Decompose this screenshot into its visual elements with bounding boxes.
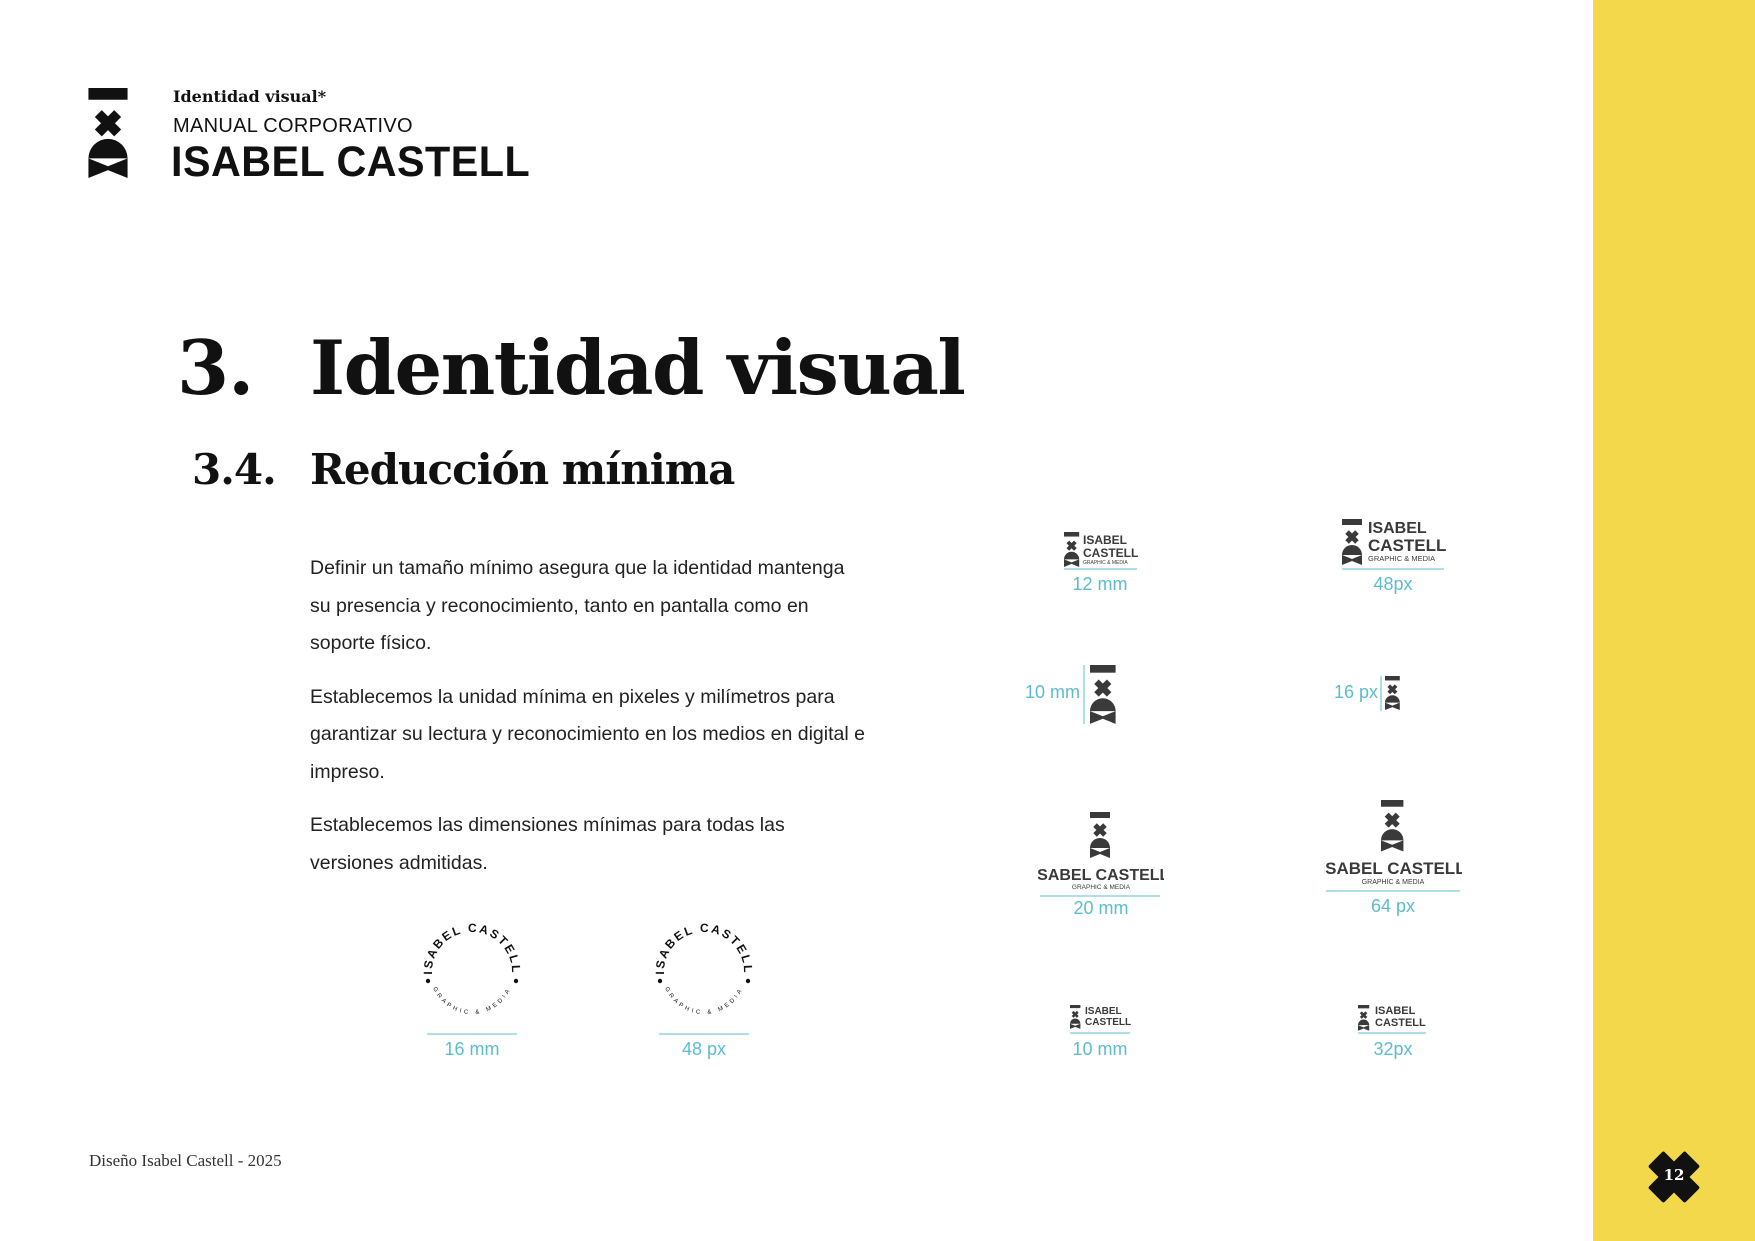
svg-text:GRAPHIC & MEDIA: GRAPHIC & MEDIA [663, 986, 745, 1017]
body-paragraph: Definir un tamaño mínimo asegura que la identidad mantenga su presencia y reconocimiento, tanto en pantalla como en soporte físico. [310, 557, 845, 654]
measure-label: 12 mm [1072, 574, 1128, 594]
section-number: 3. [177, 324, 254, 412]
svg-text:GRAPHIC & MEDIA: GRAPHIC & MEDIA [431, 986, 513, 1017]
measure-label: 64 px [1370, 896, 1416, 916]
header-brand: ISABEL CASTELL [171, 138, 531, 186]
logo-vertical-icon [1324, 798, 1462, 894]
symbol-print-icon [1080, 664, 1120, 726]
svg-text:ISABEL CASTELL: ISABEL CASTELL [420, 920, 524, 975]
logo-stacked-print [1062, 530, 1142, 575]
svg-text:CASTELL: CASTELL [1085, 1017, 1132, 1028]
logo-compact-screen [1356, 1003, 1430, 1042]
logo-stacked-screen [1340, 517, 1450, 576]
logo-stacked-icon [1340, 517, 1450, 571]
body-text [310, 550, 870, 898]
measure-label: 16 mm [444, 1039, 500, 1059]
page-number: 12 [1663, 1166, 1685, 1184]
svg-text:ISABEL CASTELL: ISABEL CASTELL [1324, 859, 1462, 878]
logo-circle-screen [649, 917, 759, 1046]
logo-compact-icon [1356, 1003, 1430, 1037]
svg-text:ISABEL: ISABEL [1375, 1005, 1416, 1017]
svg-text:GRAPHIC & MEDIA: GRAPHIC & MEDIA [1361, 879, 1425, 886]
svg-text:CASTELL: CASTELL [1083, 546, 1139, 560]
header-manual: MANUAL CORPORATIVO [173, 115, 413, 137]
measure-label: 20 mm [1073, 898, 1129, 918]
measure-label: 10 mm [1072, 1039, 1128, 1059]
subsection-title: Reducción mínima [310, 445, 735, 494]
logo-compact-print [1068, 1003, 1134, 1042]
svg-text:ISABEL: ISABEL [1083, 533, 1128, 547]
measure-label: 48 px [681, 1039, 727, 1059]
circular-badge-icon [417, 917, 527, 1041]
svg-text:ISABEL CASTELL: ISABEL CASTELL [652, 920, 756, 975]
body-paragraph: Establecemos las dimensiones mínimas para todas las versiones admitidas. [310, 814, 785, 874]
header-kicker: Identidad visual* [173, 87, 327, 106]
circular-badge-icon [649, 917, 759, 1041]
subsection-number: 3.4. [192, 445, 276, 494]
svg-text:ISABEL: ISABEL [1368, 520, 1427, 537]
logo-circle-print [417, 917, 527, 1046]
body-paragraph: Establecemos la unidad mínima en pixeles y milímetros para garantizar su lectura y reconocimiento en los medios en digital e impreso. [310, 685, 865, 783]
yellow-side-band [1593, 0, 1755, 1241]
section-title: Identidad visual [310, 324, 965, 412]
svg-text:CASTELL: CASTELL [1368, 536, 1447, 555]
svg-text:GRAPHIC & MEDIA: GRAPHIC & MEDIA [1071, 884, 1131, 891]
measure-label: 32px [1373, 1039, 1413, 1059]
logo-vertical-icon [1038, 810, 1164, 900]
svg-text:GRAPHIC & MEDIA: GRAPHIC & MEDIA [1083, 560, 1128, 566]
svg-text:ISABEL: ISABEL [1085, 1006, 1122, 1017]
svg-text:ISABEL CASTELL: ISABEL CASTELL [1038, 867, 1164, 884]
brand-mark-icon [88, 88, 128, 178]
svg-text:CASTELL: CASTELL [1375, 1017, 1426, 1029]
logo-stacked-icon [1062, 530, 1142, 570]
footer-credit: Diseño Isabel Castell - 2025 [89, 1151, 282, 1170]
measure-label: 16 px [1333, 682, 1378, 702]
logo-compact-icon [1068, 1003, 1134, 1037]
logo-vertical-print [1038, 810, 1164, 905]
logo-vertical-screen [1324, 798, 1462, 899]
measure-label: 10 mm [1024, 682, 1080, 702]
measure-label: 48px [1373, 574, 1413, 594]
svg-text:GRAPHIC & MEDIA: GRAPHIC & MEDIA [1368, 554, 1436, 563]
symbol-screen-icon [1378, 675, 1402, 713]
